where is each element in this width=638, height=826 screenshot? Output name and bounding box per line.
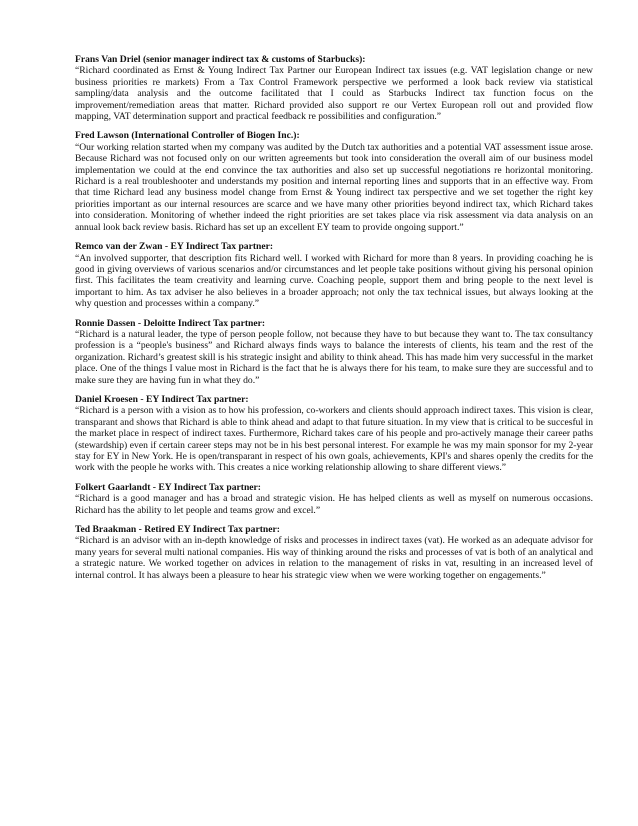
testimonial-ted-braakman [75,524,593,581]
testimonial-heading: Ronnie Dassen - Deloitte Indirect Tax partner: [75,317,266,329]
testimonial-heading: Frans Van Driel (senior manager indirect tax & customs of Starbucks): [75,54,366,65]
document-page [75,54,593,589]
testimonial-quote: “Richard is a good manager and has a broad and strategic vision. He has helped clients as well as myself on numerous occasions. Richard has the ability to let people and teams grow and excel.” [75,493,593,516]
testimonial-frans-van-driel [75,54,593,122]
testimonial-folkert-gaarlandt [75,482,593,516]
testimonial-daniel-kroesen [75,394,593,474]
testimonial-heading: Remco van der Zwan - EY Indirect Tax partner: [75,241,274,253]
testimonial-quote: “An involved supporter, that description fits Richard well. I worked with Richard for more than 8 years. In providing coaching he is good in giving overviews of various scenarios and/or circumstances and let people take positions without giving his personal opinion first. This facilitates the team creativity and learning curve. Coaching people, support them and bring people to the next level is important to him. As tax adviser he also believes in a broader approach; not only the tax technical issues, but always looking at the why question and processes within a company.” [75,252,593,310]
testimonial-heading: Fred Lawson (International Controller of Biogen Inc.): [75,130,300,142]
testimonial-remco-van-der-zwan [75,241,593,309]
testimonial-heading: Ted Braakman - Retired EY Indirect Tax partner: [75,524,280,536]
testimonial-quote: “Our working relation started when my company was audited by the Dutch tax authorities and a potential VAT assessment issue arose. Because Richard was not focused only on our written agreements but took into consideration the overall aim of our business model implementation we could at the end convince the tax authorities and also set up successful negotiations re horizontal monitoring. Richard is a real troubleshooter and understands my position and internal reporting lines and supports that in an effective way. From that time Richard lead any business model change from Ernst & Young indirect tax perspective and we set together the right key priorities important as our internal resources are scarce and we have many other priorities beyond indirect tax, which Richard takes into consideration. Monitoring of whether indeed the right priorities are set takes place via risk assessment via data analysis on an annual look back review basis. Richard has set up an excellent EY team to provide ongoing support.” [75,141,593,233]
testimonial-quote: “Richard is a natural leader, the type of person people follow, not because they have to but because they want to. The tax consultancy profession is a “people's business” and Richard always finds ways to balance the interests of clients, his team and the rest of the organization. Richard’s greatest skill is his strategic insight and ability to think ahead. This has made him very successful in the market place. One of the things I value most in Richard is the fact that he is always there for his team, to make sure they are successful and to make sure they are having fun in what they do.” [75,328,593,386]
testimonial-quote: “Richard is an advisor with an in-depth knowledge of risks and processes in indirect taxes (vat). He worked as an adequate advisor for many years for several multi national companies. His way of thinking around the risks and processes of vat is both of an analytical and a strategic nature. We worked together on advices in relation to the management of risks in vat, resulting in an increased level of internal control. It has always been a pleasure to hear his strategic view when we were working together on engagements.” [75,535,593,581]
testimonial-heading: Folkert Gaarlandt - EY Indirect Tax partner: [75,481,262,493]
testimonial-quote: “Richard is a person with a vision as to how his profession, co-workers and clients should approach indirect taxes. This vision is clear, transparant and shows that Richard is able to think ahead and adapt to that future situation. In my view that is critical to be succesful in the market place in respect of indirect taxes. Furthermore, Richard takes care of his people and pro-actively manage their career paths (stewardship) even if certain career steps may not be in his best personal interest. For example he was my main sponsor for my 2-year stay for EY in New York. He is open/transparant in respect of his own goals, achievements, KPI's and shares openly the credits for the work with the people he works with. This creates a nice working relationship allowing to share different views.” [75,405,593,474]
testimonial-heading: Daniel Kroesen - EY Indirect Tax partner: [75,393,249,405]
testimonial-fred-lawson [75,130,593,233]
testimonial-ronnie-dassen [75,318,593,386]
testimonial-quote: “Richard coordinated as Ernst & Young Indirect Tax Partner our European Indirect tax issues (e.g. VAT legislation change or new business priorities re markets) From a Tax Control Framework perspective we performed a look back review via statistical sampling/data analysis and the outcome facilitated that I could as Starbucks Indirect tax function focus on the improvement/remediation areas that matter. Richard provided also support re our Vertex European roll out and provided flow mapping, VAT determination support and practical feedback re possibilities and configuration.” [75,65,593,123]
